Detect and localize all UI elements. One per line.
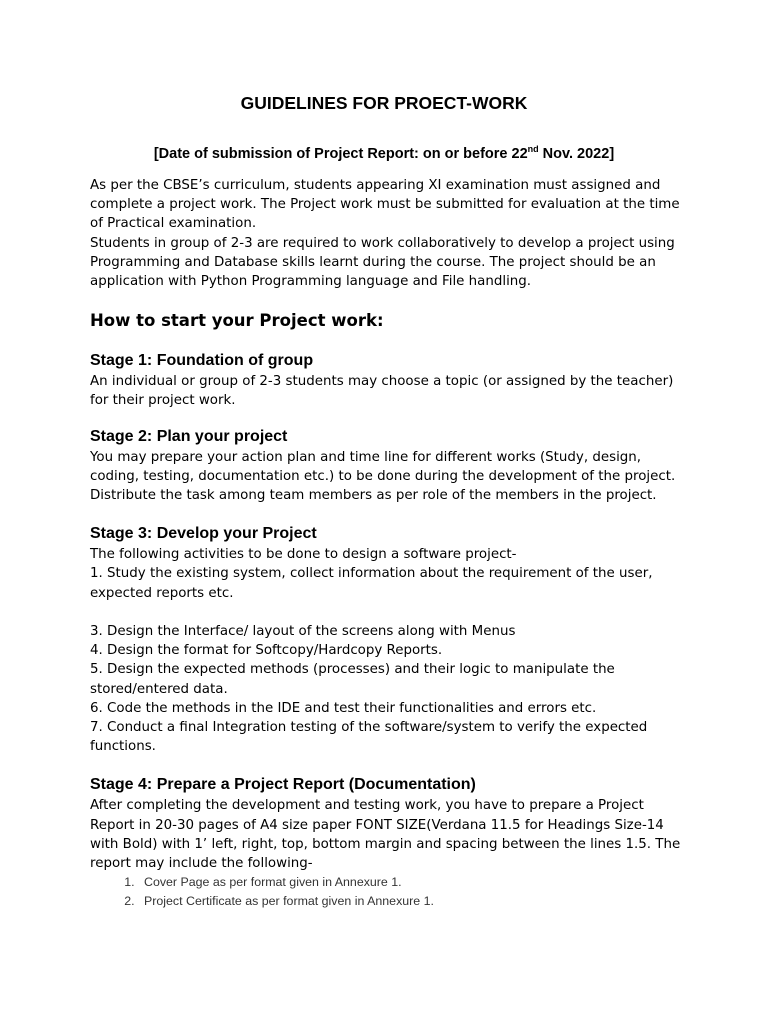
intro-paragraph-2: Students in group of 2-3 are required to work collaboratively to develop a project using Programming and Database skills learnt during the course. The project should be an application with Python Programming language and File handling. [90,235,675,290]
document-body [90,176,690,911]
submission-date-ordinal: nd [527,144,539,154]
stage-2-text: You may prepare your action plan and time line for different works (Study, design, coding, testing, documentation etc.) to be done during the development of the project. Distribute the task among team members as per role of the members in the project. [90,449,676,504]
stage-3-lead: The following activities to be done to design a software project- [90,547,517,563]
submission-date [0,144,768,162]
report-contents-list [90,873,690,911]
stage-1-text: An individual or group of 2-3 students may choose a topic (or assigned by the teacher) for their project work. [90,374,674,409]
stage-3-item-5: 5. Design the expected methods (processes) and their logic to manipulate the stored/entered data. [90,662,615,697]
how-to-start-heading: How to start your Project work: [90,311,384,331]
list-item: 2. Project Certificate as per format given in Annexure 1. [138,892,690,911]
stage-2-heading: Stage 2: Plan your project [90,427,288,445]
stage-4-heading: Stage 4: Prepare a Project Report (Documentation) [90,776,476,794]
submission-date-suffix: Nov. 2022] [538,145,615,162]
stage-1-heading: Stage 1: Foundation of group [90,352,314,370]
submission-date-prefix: [Date of submission of Project Report: on or before 22 [153,145,528,162]
stage-3-heading: Stage 3: Develop your Project [90,525,317,543]
stage-3-item-4: 4. Design the format for Softcopy/Hardcopy Reports. [90,643,443,659]
page-title: GUIDELINES FOR PROECT-WORK [240,93,528,113]
stage-3-item-1: 1. Study the existing system, collect information about the requirement of the user, expected reports etc. [90,566,653,601]
stage-3-item-3: 3. Design the Interface/ layout of the screens along with Menus [90,624,516,640]
stage-4-text: After completing the development and testing work, you have to prepare a Project Report in 20-30 pages of A4 size paper FONT SIZE(Verdana 11.5 for Headings Size-14 with Bold) with 1’ left, right, top, bottom margin and spacing between the lines 1.5. The report may include the following- [90,798,681,872]
list-item: 1. Cover Page as per format given in Annexure 1. [138,873,690,892]
intro-paragraph-1: As per the CBSE’s curriculum, students appearing XI examination must assigned and complete a project work. The Project work must be submitted for evaluation at the time of Practical examination. [90,178,680,232]
stage-3-item-7: 7. Conduct a final Integration testing of the software/system to verify the expected functions. [90,720,648,755]
stage-3-item-6: 6. Code the methods in the IDE and test their functionalities and errors etc. [90,700,597,716]
